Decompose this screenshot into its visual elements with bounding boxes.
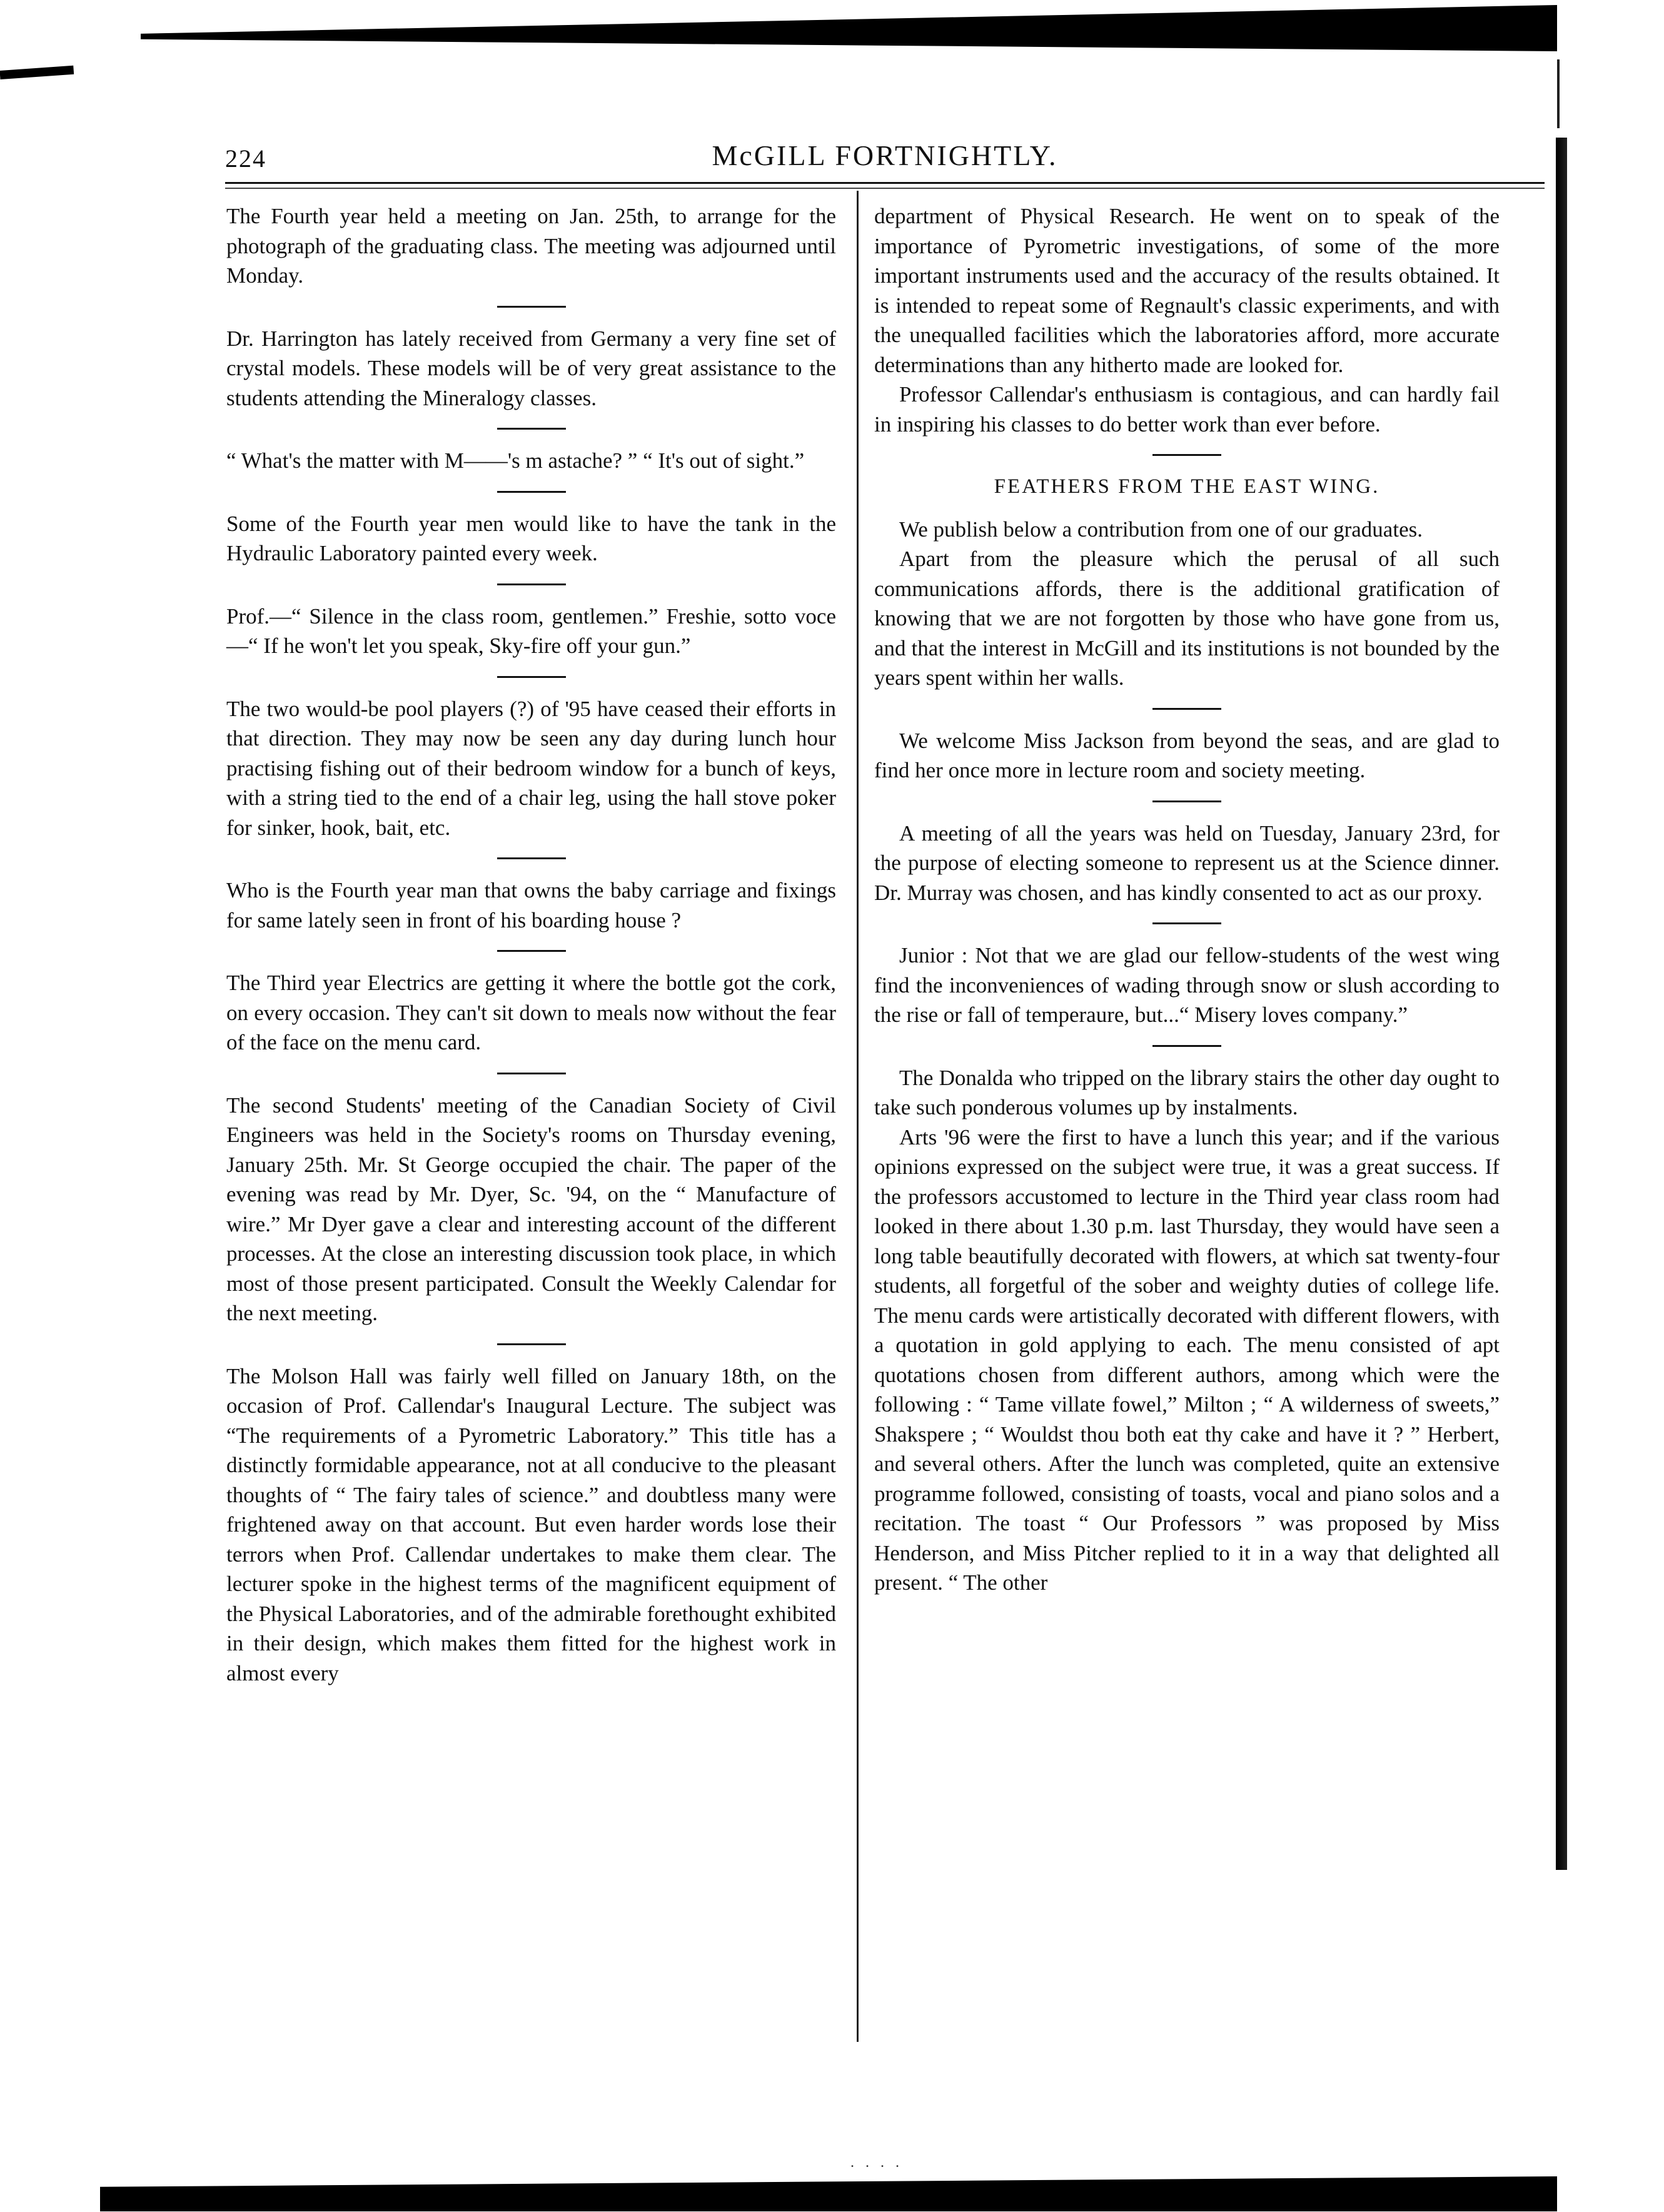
right-column [874,201,1500,1598]
news-item-silence-joke: Prof.—“ Silence in the class room, gentlemen.” Freshie, sotto voce—“ If he won't let you speak, Sky-fire off your gun.” [226,604,836,658]
east-wing-arts-lunch: Arts '96 were the first to have a lunch this year; and if the various opinions expressed on the subject were true, it was a great success. If the professors accustomed to lecture in the Third year class room had looked in there about 1.30 p.m. last Thursday, they would have seen a long table beautifully decorated with flowers, at which sat twenty-four students, all forgetful of the sober and weighty duties of college life. The menu cards were artistically decorated with different flowers, with a quotation in gold applying to each. The menu consisted of apt quotations chosen from different authors, among which were the following : “ Tame villate fowel,” Milton ; “ A wilderness of sweets,” Shakspere ; “ Wouldst thou both eat thy cake and have it ? ” Herbert, and several others. After the lunch was completed, quite an extensive programme followed, consisting of toasts, vocal and piano solos and a recitation. The toast “ Our Professors ” was proposed by Miss Henderson, and Miss Pitcher replied to it in a way that delighted all present. “ The other [874,1124,1500,1595]
separator [497,950,566,952]
section-heading: FEATHERS FROM THE EAST WING. [994,475,1380,498]
separator [1152,922,1221,924]
article-continuation: department of Physical Research. He went on to speak of the importance of Pyrometric investigations, of some of the more important instruments used and the accuracy of the results obtained. It is intended to repeat some of Regnault's classic experiments, and with the unequalled facilities which the laboratories afford, more accurate determinations than any hitherto made are looked for. [874,204,1500,377]
scan-edge-right-top [1557,59,1560,128]
header-rule [225,182,1545,184]
east-wing-junior: Junior : Not that we are glad our fellow-students of the west wing find the inconveniences of wading through snow or slush according to the rise or fall of temperaure, but...“ Misery loves company.” [874,943,1500,1027]
separator [1152,454,1221,456]
separator [497,1073,566,1074]
journal-title: McGILL FORTNIGHTLY. [712,139,1058,171]
running-head [225,139,1545,183]
page-number: 224 [225,144,266,173]
news-item-crystal-models: Dr. Harrington has lately received from Germany a very fine set of crystal models. These models will be of very great assistance to the students attending the Mineralogy classes. [226,326,836,410]
left-column [226,201,836,1688]
separator [1152,800,1221,802]
separator [1152,708,1221,710]
east-wing-donalda: The Donalda who tripped on the library stairs the other day ought to take such ponderous volumes up by instalments. [874,1065,1500,1119]
news-item-moustache-joke: “ What's the matter with M——'s m astache? ” “ It's out of sight.” [226,448,805,473]
scan-border-bottom [100,2176,1557,2211]
scan-mark-left [0,66,74,79]
news-item-hydraulic-tank: Some of the Fourth year men would like to have the tank in the Hydraulic Laboratory painted every week. [226,511,836,565]
column-divider [857,191,859,2042]
separator [1152,1045,1221,1047]
separator [497,491,566,493]
article-callendar-enthusiasm: Professor Callendar's enthusiasm is contagious, and can hardly fail in inspiring his classes to do better work than ever before. [874,382,1500,437]
header-rule-secondary [225,188,1545,189]
east-wing-apart-from: Apart from the pleasure which the perusal of all such communications affords, there is the additional gratification of knowing that we are not forgotten by those who have gone from us, and that the interest in McGill and its institutions is not bounded by the years spent within her walls. [874,547,1500,690]
separator [497,583,566,585]
east-wing-intro: We publish below a contribution from one of our graduates. [899,517,1423,542]
news-item-inaugural-lecture: The Molson Hall was fairly well filled on January 18th, on the occasion of Prof. Callendar's Inaugural Lecture. The subject was “The requirements of a Pyrometric Laboratory.” This title has a distinctly formidable appearance, not at all conducive to the pleasant thoughts of “ The fairy tales of science.” and doubtless many were frightened away on that account. But even harder words lose their terrors when Prof. Callendar undertakes to make them clear. The lecturer spoke in the highest terms of the magnificent equipment of the Physical Laboratories, and of the admirable forethought exhibited in their design, which makes them fitted for the highest work in almost every [226,1363,836,1685]
separator [497,306,566,308]
separator [497,1343,566,1345]
news-item-civil-engineers-meeting: The second Students' meeting of the Canadian Society of Civil Engineers was held in the Society's rooms on Thursday evening, January 25th. Mr. St George occupied the chair. The paper of the evening was read by Mr. Dyer, Sc. '94, on the “ Manufacture of wire.” Mr Dyer gave a clear and interesting account of the different processes. At the close an interesting discussion took place, in which most of those present participated. Consult the Weekly Calendar for the next meeting. [226,1093,836,1325]
separator [497,857,566,859]
scan-edge-right [1556,138,1567,1870]
news-item-third-year-electrics: The Third year Electrics are getting it where the bottle got the cork, on every occasion. They can't sit down to meals now without the fear of the face on the menu card. [226,971,836,1054]
footer-marks: . . . . [850,2154,903,2171]
east-wing-meeting-all-years: A meeting of all the years was held on Tuesday, January 23rd, for the purpose of electing someone to represent us at the Science dinner. Dr. Murray was chosen, and has kindly consented to act as our proxy. [874,821,1500,905]
news-item-pool-players: The two would-be pool players (?) of '95 have ceased their efforts in that direction. They may now be seen any day during lunch hour practising fishing out of their bedroom window for a bunch of keys, with a string tied to the end of a chair leg, using the hall stove poker for sinker, hook, bait, etc. [226,696,836,840]
separator [497,428,566,430]
scan-border-top [141,5,1557,51]
separator [497,676,566,678]
news-item-fourth-year-meeting: The Fourth year held a meeting on Jan. 25th, to arrange for the photograph of the graduating class. The meeting was adjourned until Monday. [226,204,836,288]
east-wing-miss-jackson: We welcome Miss Jackson from beyond the seas, and are glad to find her once more in lecture room and society meeting. [874,728,1500,782]
news-item-baby-carriage: Who is the Fourth year man that owns the baby carriage and fixings for same lately seen in front of his boarding house ? [226,878,836,932]
